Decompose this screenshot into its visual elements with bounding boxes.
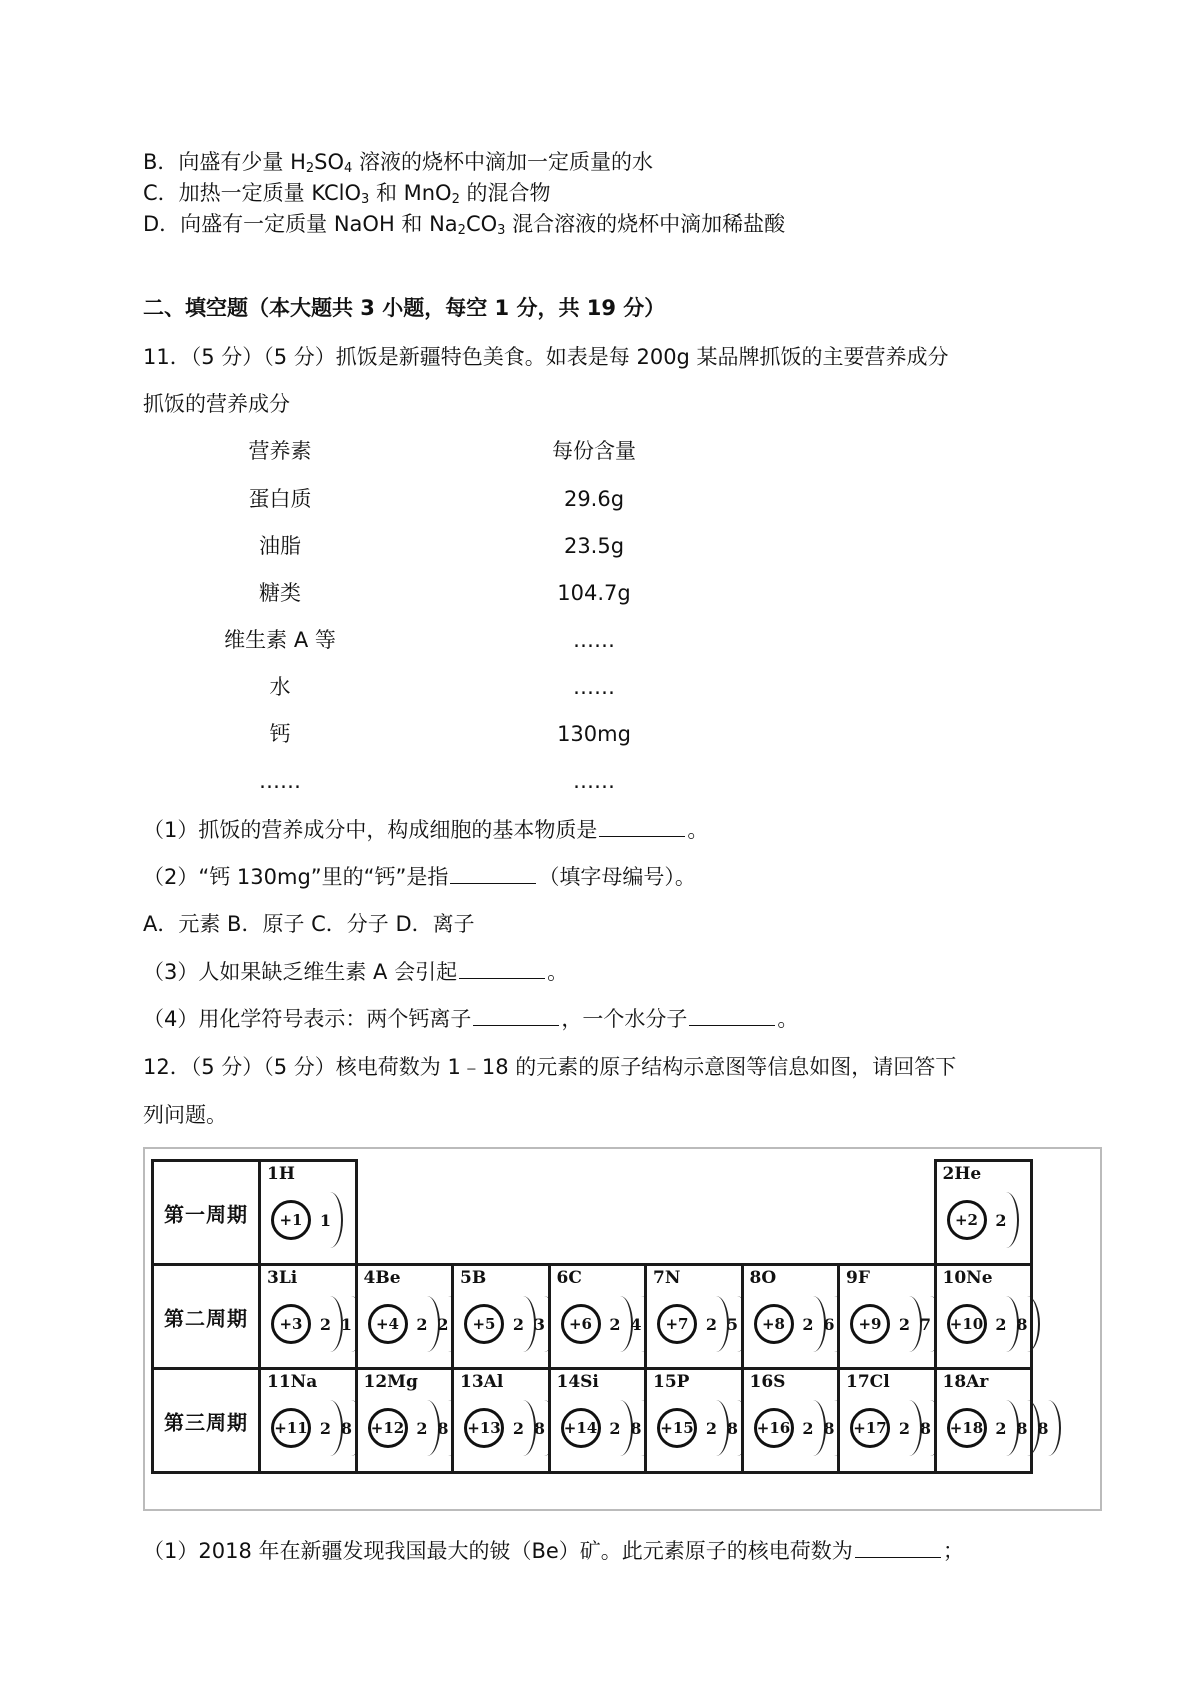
electron-shells <box>894 1296 936 1352</box>
nucleus-circle: +9 <box>850 1304 890 1344</box>
nucleus-circle: +13 <box>464 1408 504 1448</box>
electron-count: 2 <box>701 1296 722 1352</box>
electron-count: 2 <box>894 1296 915 1352</box>
table-cell: 维生素 A 等 <box>224 628 336 652</box>
element-cell <box>644 1367 744 1474</box>
option-d: D．向盛有一定质量 NaOH 和 $Na_2CO_3$ 混合溶液的烧杯中滴加稀盐酸 <box>143 212 786 238</box>
q11-table-title: 抓饭的营养成分 <box>143 392 290 416</box>
table-cell: …… <box>573 769 615 793</box>
table-cell: 130mg <box>557 722 631 746</box>
nucleus-circle: +17 <box>850 1408 890 1448</box>
electron-count: 8 <box>915 1400 936 1456</box>
element-cell <box>934 1367 1049 1474</box>
element-symbol: 17Cl <box>846 1372 890 1392</box>
element-symbol: 12Mg <box>363 1372 418 1392</box>
answer-blank[interactable] <box>689 1003 775 1026</box>
electron-count: 8 <box>819 1400 840 1456</box>
electron-count: 2 <box>508 1400 529 1456</box>
element-symbol: 2He <box>942 1164 982 1184</box>
element-cell <box>258 1263 358 1370</box>
nucleus-circle: +8 <box>754 1304 794 1344</box>
electron-shells <box>701 1296 743 1352</box>
electron-shells <box>508 1296 550 1352</box>
element-cell <box>451 1263 551 1370</box>
nucleus-circle: +11 <box>271 1408 311 1448</box>
q11-sub3: （3）人如果缺乏维生素 A 会引起 。 <box>143 956 568 987</box>
electron-count: 8 <box>1012 1400 1033 1456</box>
nucleus-circle: +6 <box>561 1304 601 1344</box>
electron-count: 2 <box>798 1296 819 1352</box>
table-cell: 水 <box>269 675 291 699</box>
electron-count: 2 <box>701 1400 722 1456</box>
element-cell <box>741 1367 841 1474</box>
electron-shells <box>991 1192 1012 1248</box>
element-symbol: 8O <box>749 1268 777 1288</box>
table-cell: 糖类 <box>259 581 301 605</box>
element-symbol: 14Si <box>556 1372 599 1392</box>
q11-choices: A．元素 B．原子 C．分子 D．离子 <box>143 912 475 936</box>
electron-shells <box>315 1296 357 1352</box>
element-symbol: 7N <box>653 1268 681 1288</box>
element-cell <box>837 1367 937 1474</box>
table-cell: 油脂 <box>259 534 301 558</box>
element-cell <box>548 1263 648 1370</box>
electron-count: 2 <box>991 1192 1012 1248</box>
element-cell <box>355 1367 455 1474</box>
electron-count: 2 <box>798 1400 819 1456</box>
period-label: 第一周期 <box>164 1202 248 1226</box>
electron-shells <box>605 1296 647 1352</box>
electron-count: 1 <box>315 1192 336 1248</box>
nucleus-circle: +15 <box>657 1408 697 1448</box>
q11-sub4: （4）用化学符号表示：两个钙离子 ，一个水分子 。 <box>143 1003 798 1034</box>
element-symbol: 18Ar <box>942 1372 989 1392</box>
electron-count: 2 <box>605 1296 626 1352</box>
atomic-structure-figure <box>143 1147 1102 1511</box>
table-cell: 钙 <box>269 722 291 746</box>
option-b: B．向盛有少量 $H_2SO_4$ 溶液的烧杯中滴加一定质量的水 <box>143 150 653 176</box>
answer-blank[interactable] <box>450 861 536 884</box>
nucleus-circle: +7 <box>657 1304 697 1344</box>
electron-shells <box>315 1192 336 1248</box>
element-cell <box>741 1263 841 1370</box>
option-c: C．加热一定质量 KClO$_3$ 和 MnO$_2$ 的混合物 <box>143 181 551 207</box>
electron-shells <box>798 1296 840 1352</box>
table-cell: 23.5g <box>563 534 625 558</box>
electron-count: 2 <box>433 1296 454 1352</box>
nucleus-circle: +1 <box>271 1200 311 1240</box>
table-header-nutrient: 营养素 <box>248 439 312 463</box>
electron-count: 8 <box>529 1400 550 1456</box>
electron-count: 2 <box>991 1296 1012 1352</box>
electron-count: 2 <box>894 1400 915 1456</box>
electron-count: 2 <box>412 1296 433 1352</box>
electron-count: 8 <box>1012 1296 1033 1352</box>
element-cell <box>548 1367 648 1474</box>
element-symbol: 5B <box>460 1268 487 1288</box>
period-label-cell <box>151 1263 261 1370</box>
electron-shells <box>991 1296 1033 1352</box>
nucleus-circle: +14 <box>561 1408 601 1448</box>
table-cell: 104.7g <box>557 581 631 605</box>
electron-count: 8 <box>1033 1400 1054 1456</box>
electron-count: 2 <box>315 1400 336 1456</box>
nucleus-circle: +3 <box>271 1304 311 1344</box>
period-label: 第二周期 <box>164 1306 248 1330</box>
nucleus-circle: +12 <box>368 1408 408 1448</box>
electron-count: 8 <box>722 1400 743 1456</box>
answer-blank[interactable] <box>855 1535 941 1558</box>
element-cell <box>258 1367 358 1474</box>
q12-sub1: （1）2018 年在新疆发现我国最大的铍（Be）矿。此元素原子的核电荷数为 ； <box>143 1535 964 1566</box>
element-cell <box>451 1367 551 1474</box>
element-symbol: 1H <box>267 1164 295 1184</box>
electron-count: 8 <box>433 1400 454 1456</box>
element-symbol: 13Al <box>460 1372 504 1392</box>
answer-blank[interactable] <box>599 814 685 837</box>
electron-count: 2 <box>508 1296 529 1352</box>
element-cell <box>644 1263 744 1370</box>
electron-count: 2 <box>412 1400 433 1456</box>
answer-blank[interactable] <box>473 1003 559 1026</box>
element-symbol: 16S <box>749 1372 786 1392</box>
electron-count: 6 <box>819 1296 840 1352</box>
electron-count: 8 <box>336 1400 357 1456</box>
q12-stem-line2: 列问题。 <box>143 1103 227 1127</box>
element-symbol: 10Ne <box>942 1268 993 1288</box>
nucleus-circle: +2 <box>947 1200 987 1240</box>
electron-count: 7 <box>915 1296 936 1352</box>
period-label-cell <box>151 1159 261 1266</box>
element-cell <box>258 1159 358 1266</box>
q11-sub2: （2）“钙 130mg”里的“钙”是指 （填字母编号）。 <box>143 861 696 892</box>
element-cell <box>934 1263 1034 1370</box>
element-symbol: 6C <box>556 1268 582 1288</box>
electron-count: 4 <box>626 1296 647 1352</box>
element-symbol: 11Na <box>267 1372 318 1392</box>
element-symbol: 9F <box>846 1268 870 1288</box>
electron-shells <box>412 1296 454 1352</box>
electron-count: 5 <box>722 1296 743 1352</box>
element-symbol: 4Be <box>363 1268 401 1288</box>
element-cell <box>837 1263 937 1370</box>
nucleus-circle: +5 <box>464 1304 504 1344</box>
period-label-cell <box>151 1367 261 1474</box>
element-symbol: 15P <box>653 1372 690 1392</box>
period-label: 第三周期 <box>164 1410 248 1434</box>
element-cell <box>355 1263 455 1370</box>
table-cell: …… <box>573 675 615 699</box>
nucleus-circle: +10 <box>947 1304 987 1344</box>
table-cell: 蛋白质 <box>248 487 312 511</box>
electron-count: 3 <box>529 1296 550 1352</box>
section-title: 二、填空题（本大题共 3 小题，每空 1 分，共 19 分） <box>143 296 666 320</box>
table-cell: …… <box>573 628 615 652</box>
nucleus-circle: +18 <box>947 1408 987 1448</box>
q12-stem-line1: 12．（5 分）（5 分）核电荷数为 1﹣18 的元素的原子结构示意图等信息如图，请回答下 <box>143 1055 957 1079</box>
electron-count: 1 <box>336 1296 357 1352</box>
element-symbol: 3Li <box>267 1268 298 1288</box>
table-cell: 29.6g <box>563 487 625 511</box>
electron-shells <box>991 1400 1054 1456</box>
answer-blank[interactable] <box>459 956 545 979</box>
q11-stem: 11．（5 分）（5 分）抓饭是新疆特色美食。如表是每 200g 某品牌抓饭的主要营养成分 <box>143 345 949 369</box>
electron-count: 2 <box>605 1400 626 1456</box>
table-cell: …… <box>259 769 301 793</box>
nucleus-circle: +16 <box>754 1408 794 1448</box>
element-cell <box>934 1159 1034 1266</box>
electron-count: 2 <box>315 1296 336 1352</box>
nucleus-circle: +4 <box>368 1304 408 1344</box>
electron-count: 2 <box>991 1400 1012 1456</box>
table-header-amount: 每份含量 <box>552 439 636 463</box>
electron-count: 8 <box>626 1400 647 1456</box>
q11-sub1: （1）抓饭的营养成分中，构成细胞的基本物质是 。 <box>143 814 708 845</box>
